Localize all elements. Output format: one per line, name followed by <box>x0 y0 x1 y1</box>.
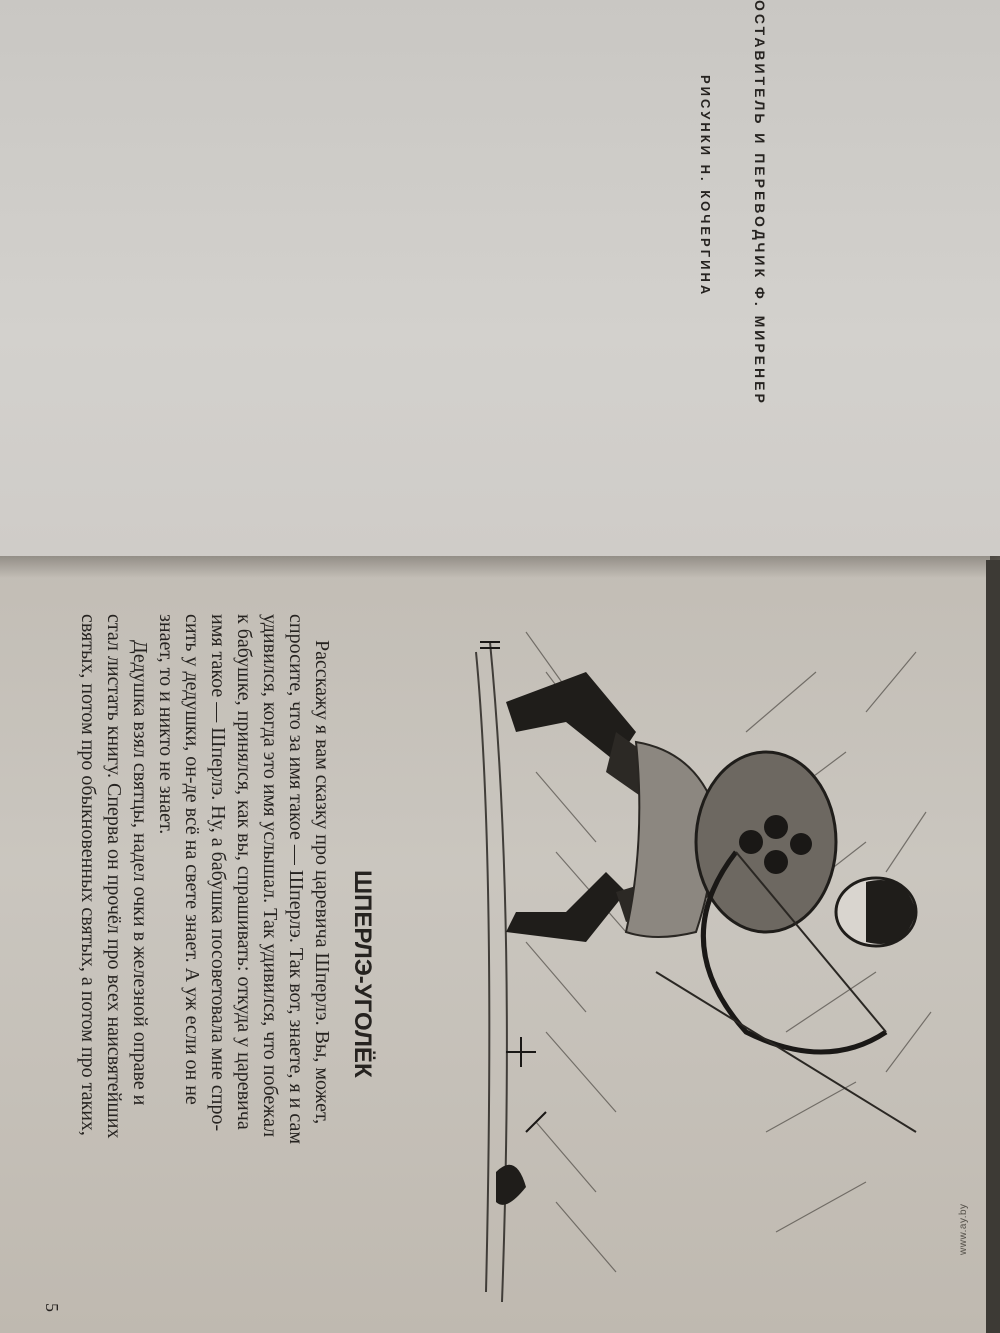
text-line: удивился, когда это имя услышал. Так удивился, что побежал <box>259 614 281 1138</box>
text-line: Расскажу я вам сказку про царевича Шперлэ. Вы, может, <box>311 640 333 1125</box>
story-title: ШПЕРЛЭ-УГОЛЁК <box>349 870 376 1078</box>
cover-edge <box>986 560 1000 1333</box>
text-line: святых, потом про обыкновенных святых, а потом про таких, <box>77 614 99 1136</box>
spine-shadow <box>0 556 1000 578</box>
credit-illustrator: РИСУНКИ Н. КОЧЕРГИНА <box>698 75 713 298</box>
text-line: стал листать книгу. Сперва он прочёл про всех наисвятейших <box>103 614 125 1139</box>
watermark: www.ay.by <box>958 1203 969 1255</box>
text-line: имя такое — Шперлэ. Ну, а бабушка посоветовала мне спро- <box>207 614 229 1132</box>
text-line: спросите, что за имя такое — Шперлэ. Так вот, знаете, я и сам <box>285 614 307 1145</box>
page-number: 5 <box>42 1303 62 1312</box>
text-line: Дедушка взял святцы, надел очки в железной оправе и <box>129 640 151 1106</box>
text-line: знает, то и никто не знает. <box>155 614 177 835</box>
text-line: к бабушке, принялся, как вы, спрашивать: откуда у царевича <box>233 614 255 1130</box>
credit-translator: ОСТАВИТЕЛЬ И ПЕРЕВОДЧИК Ф. МИРЕНЕР <box>752 0 768 406</box>
top-page <box>0 0 1000 556</box>
archer-illustration <box>466 612 938 1312</box>
text-line: сить у дедушки, он-де всё на свете знает. А уж если он не <box>181 614 203 1105</box>
